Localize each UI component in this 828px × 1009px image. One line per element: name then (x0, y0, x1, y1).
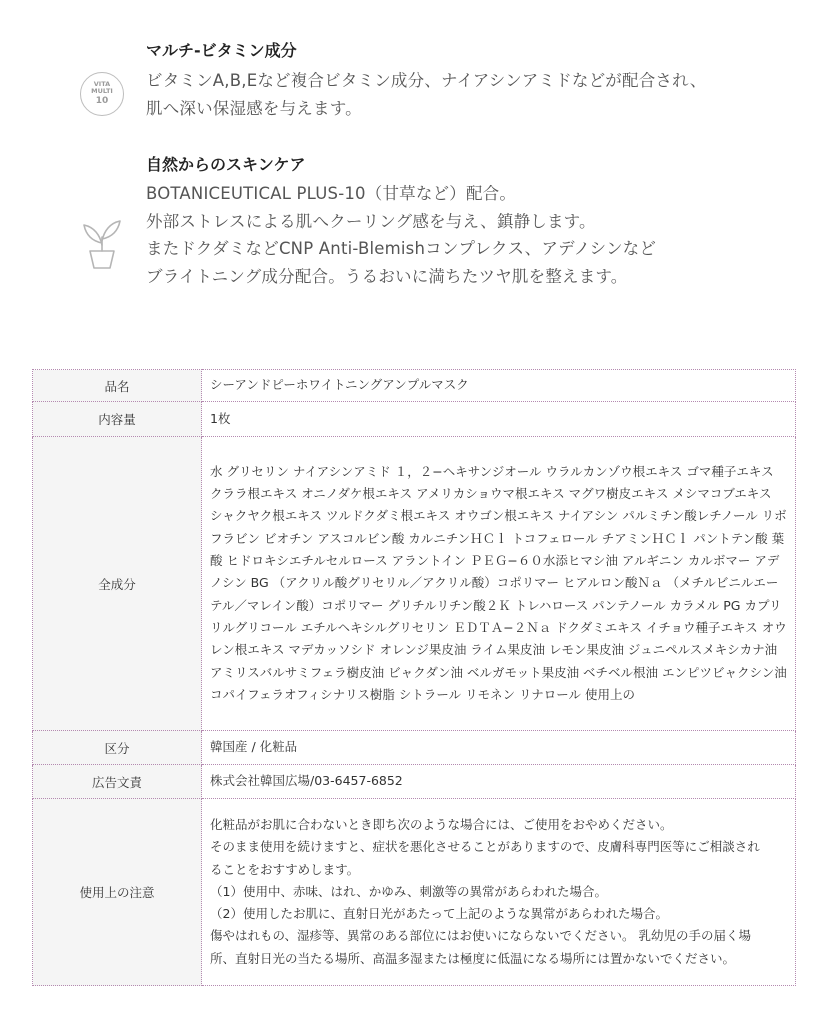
label-category: 区分 (33, 731, 202, 765)
vita-icon-text-1: VITA (93, 80, 111, 88)
value-volume: 1枚 (202, 402, 796, 437)
vita-icon-text-2: MULTI (91, 87, 113, 95)
feature-title-natural-skincare: 自然からのスキンケア (146, 155, 306, 174)
value-advertiser: 株式会社韓国広場/03-6457-6852 (202, 765, 796, 799)
vita-icon-number: 10 (95, 96, 109, 106)
table-row (33, 731, 796, 765)
label-ingredients: 全成分 (33, 437, 202, 731)
feature-line: 肌へ深い保湿感を与えます。 (146, 99, 362, 118)
feature-line: ビタミンA,B,Eなど複合ビタミン成分、ナイアシンアミドなどが配合され、 (146, 71, 707, 90)
label-volume: 内容量 (33, 402, 202, 437)
table-row (33, 370, 796, 402)
table-row (33, 402, 796, 437)
table-row (33, 437, 796, 731)
caution-line: 所、直射日光の当たる場所、高温多湿または極度に低温になる場所には置かないでください。 (210, 950, 736, 966)
caution-line: 化粧品がお肌に合わないとき即ち次のような場合には、ご使用をおやめください。 (210, 816, 673, 832)
table-row (33, 765, 796, 799)
table-row (33, 799, 796, 986)
caution-line: （1）使用中、赤味、はれ、かゆみ、刺激等の異常があらわれた場合。 (210, 883, 607, 899)
feature-line: BOTANICEUTICAL PLUS-10（甘草など）配合。 (146, 184, 517, 203)
caution-line: 傷やはれもの、湿疹等、異常のある部位にはお使いにならないでください。 乳幼児の手の届く場 (210, 928, 751, 944)
value-category: 韓国産 / 化粧品 (202, 731, 796, 765)
caution-line: ることをおすすめします。 (210, 861, 360, 877)
value-ingredients: 水 グリセリン ナイアシンアミド １，２−ヘキサンジオール ウラルカンゾウ根エキス ゴマ種子エキス クララ根エキス オニノダケ根エキス アメリカショウマ根エキス マグワ樹皮エキス メシマコブエキス シャクヤク根エキス ツルドクダミ根エキス オウゴン根エキス ナイアシン パルミチン酸レチノール リボフラビン ビオチン アスコルビン酸 カルニチンＨＣｌ トコフェロール チアミンＨＣｌ パントテン酸 葉酸 ヒドロキシエチルセルロース アラントイン ＰＥＧ−６０水添ヒマシ油 アルギニン カルボマー アデノシン BG （アクリル酸グリセリル／アクリル酸）コポリマー ヒアルロン酸Ｎａ （メチルビニルエーテル／マレイン酸）コポリマー グリチルリチン酸２Ｋ トレハロース パンテノール カラメル PG カプリリルグリコール エチルヘキシルグリセリン ＥＤＴＡ−２Ｎａ ドクダミエキス イチョウ種子エキス オウレン根エキス マデカッソシド オレンジ果皮油 ライム果皮油 レモン果皮油 ジュニペルスメキシカナ油 アミリスバルサミフェラ樹皮油 ビャクダン油 ベルガモット果皮油 ベチベル根油 エンピツビャクシン油 コパイフェラオフィシナリス樹脂 シトラール リモネン リナロール 使用上の (202, 437, 796, 731)
caution-line: そのまま使用を続けますと、症状を悪化させることがありますので、皮膚科専門医等にご相談され (210, 839, 760, 855)
feature-title-multivitamin: マルチ-ビタミン成分 (146, 41, 297, 60)
feature-line: ブライトニング成分配合。うるおいに満ちたツヤ肌を整えます。 (146, 267, 628, 286)
product-spec-table (32, 369, 796, 986)
feature-line: またドクダミなどCNP Anti-Blemishコンプレクス、アデノシンなど (146, 239, 657, 258)
feature-line: 外部ストレスによる肌へクーリング感を与え、鎮静します。 (146, 212, 596, 231)
label-caution: 使用上の注意 (33, 799, 202, 986)
vita-multi-10-icon (80, 72, 124, 116)
label-product-name: 品名 (33, 370, 202, 402)
value-caution (202, 799, 796, 986)
value-product-name: シーアンドピーホワイトニングアンプルマスク (202, 370, 796, 402)
label-advertiser: 広告文責 (33, 765, 202, 799)
caution-line: （2）使用したお肌に、直射日光があたって上記のような異常があらわれた場合。 (210, 906, 668, 922)
plant-sprout-icon (80, 211, 124, 271)
